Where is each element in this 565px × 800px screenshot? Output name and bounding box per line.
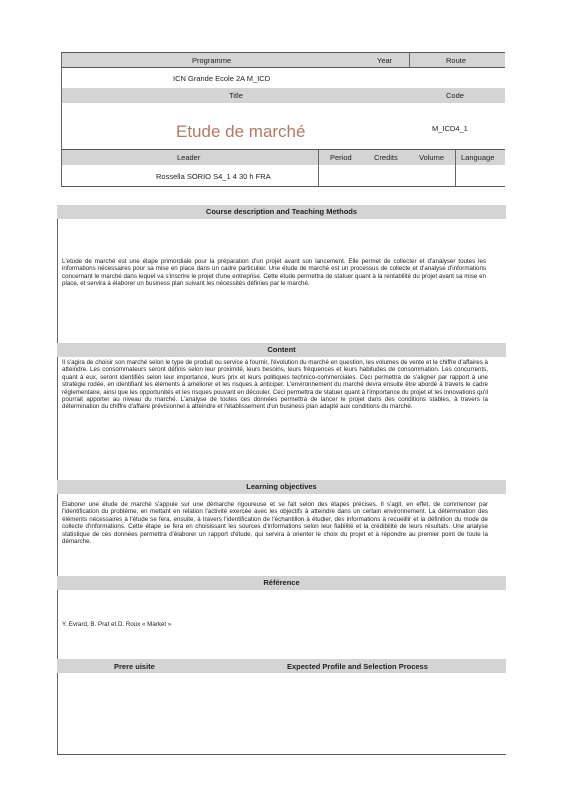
learning-objectives-heading: Learning objectives — [57, 480, 506, 494]
learning-objectives-text: Elaborer une étude de marché s'appuie sur une démarche rigoureuse et se fait selon des étapes précises. Il s'agit, en effet, de commencer par l'identification du problème, en mettant en relation l'activité exercée avec les objectifs à atteindre dans un certain environnement. La détermination des éléments nécessaires à l'étude se fera, ensuite, à travers l'identification de l'échantillon à étudier, des informations à recueillir et la définition du mode de collecte d'informations. Cette étape se fera en choisissant les sources d'informations selon leur fiabilité et la crédibilité de leurs résultats. Une analyse statistique de ces données permettra d'élaborer un rapport d'étude, qui servira à orienter le choix du projet et à répondre au premier point de toute la démarche. — [62, 501, 488, 546]
header-rule — [61, 67, 505, 68]
course-description-text: L'etude de marché est une étape primordiale pour la préparation d'un projet avant son lancement. Elle permet de collecter et d'analyser toutes les informations nécessaires pour sa mise en place dans un cadre particulier. Une étude de marché est un processus de collecte et d'analyse d'informations concernant le marché dans lequel va s'inscrire le projet d'une entreprise. Cette étude permettra de statuer quant à la rentabilité du projet avant sa mise en place, et servira à élaborer un business plan suivant les nécessités définies par le marché. — [62, 258, 486, 288]
title-label: Title — [229, 91, 243, 100]
credits-label: Credits — [374, 153, 398, 162]
header-divider — [455, 150, 456, 187]
body-bottom-rule — [57, 754, 506, 755]
header-rule — [61, 186, 505, 187]
header-row-title — [61, 88, 505, 103]
programme-label: Programme — [192, 56, 232, 65]
year-label: Year — [377, 56, 393, 65]
expected-profile-heading: Expected Profile and Selection Process — [287, 662, 428, 671]
header-divider — [409, 52, 410, 68]
leader-value: Rossella SORIO S4_1 4 30 h FRA — [156, 172, 271, 181]
route-label: Route — [446, 56, 467, 65]
volume-label: Volume — [419, 153, 445, 162]
language-label: Language — [461, 153, 495, 162]
reference-heading: Référence — [57, 576, 506, 590]
content-heading: Content — [57, 343, 506, 357]
header-divider — [61, 52, 62, 187]
course-title: Etude de marché — [176, 122, 306, 141]
reference-text: Y. Evrard, B. Prat et D. Roux « Market » — [62, 621, 172, 628]
programme-value: ICN Grande Ecole 2A M_ICD — [173, 74, 271, 83]
course-description-heading: Course description and Teaching Methods — [57, 205, 506, 219]
leader-label: Leader — [177, 153, 201, 162]
content-text: Il s'agira de choisir son marché selon le type de produit ou service à fournir, l'évolution du marché en question, les volumes de vente et le chiffre d'affaires à atteindre. Les consommateurs seront définis selon leur proximité, leurs besoins, leurs fréquences et leurs habitudes de consommation. Les concurrents, quant à eux, seront identifiés selon leur importance, leurs prix et leurs politiques technico-commerciales. Ceci permettra de s'aligner par rapport à une stratégie rodée, en identifiant les éléments à améliorer et les risques à anticiper. L'environnement du marché devra ensuite être abordé à travers le cadre réglementaire, ainsi que les opportunités et les risques pouvant en découler. Ceci permettra de statuer quant à l'importance du projet et les innovations qu'il pourrait apporter au niveau du marché. L'analyse de toutes ces données permettra de lancer le projet dans des conditions stables, à travers la détermination du chiffre d'affaire prévisionnel à atteindre et l'établissement d'un business plan adapté aux conditions du marché. — [62, 359, 488, 411]
period-label: Period — [330, 153, 352, 162]
code-label: Code — [446, 91, 464, 100]
header-divider — [318, 150, 319, 187]
course-code: M_ICD4_1 — [432, 124, 468, 133]
header-row-programme — [61, 53, 505, 67]
prerequisite-heading: Prere uisite — [114, 662, 155, 671]
